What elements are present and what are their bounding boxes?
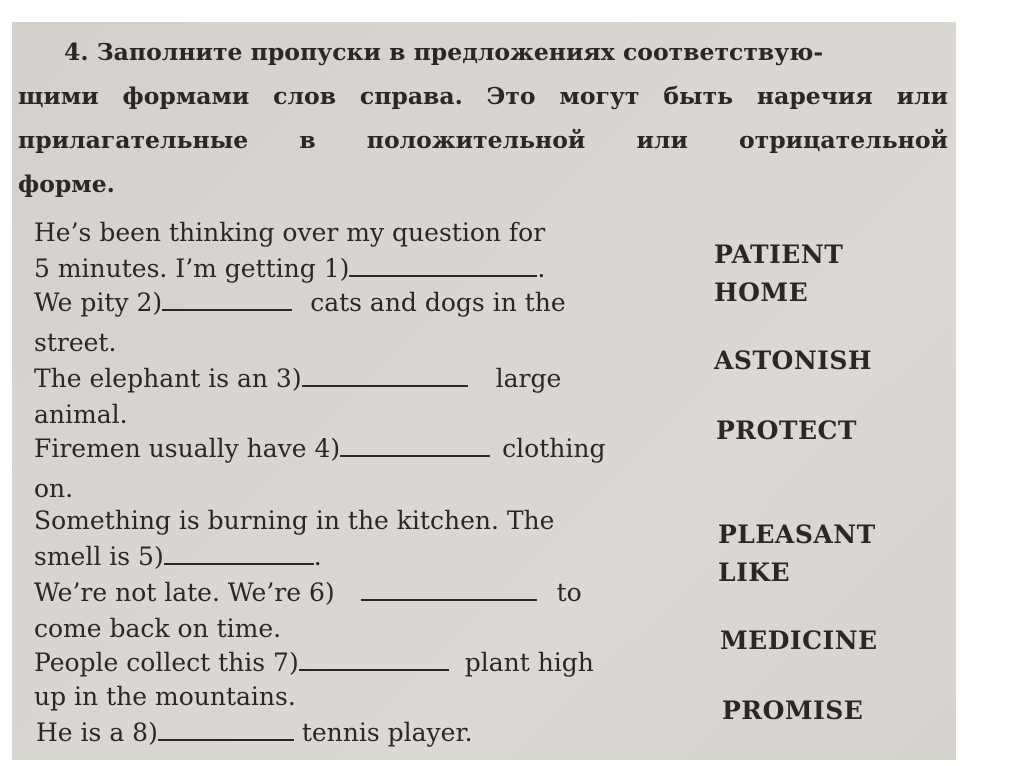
sentence-text: cats and dogs in the [310, 288, 566, 317]
sentence-text: animal. [34, 400, 128, 429]
sentence-text: We pity 2) [34, 288, 163, 317]
sentence-text: tennis player. [301, 718, 473, 747]
sentence-2-line-2 [34, 328, 116, 358]
answer-blank-7[interactable] [299, 649, 449, 671]
sentence-4-line-2 [34, 474, 73, 504]
sentence-text: 5 minutes. I’m getting 1) [34, 254, 350, 283]
sentence-3-line-2 [34, 400, 128, 430]
word-astonish: ASTONISH [714, 346, 873, 375]
sentence-4-line-1 [34, 434, 605, 464]
textbook-page [12, 22, 956, 760]
sentence-text: plant high [464, 648, 594, 677]
word-pleasant: PLEASANT [718, 520, 876, 549]
task-instructions [18, 30, 948, 206]
sentence-1-line-2 [34, 254, 545, 284]
sentence-text: on. [34, 474, 74, 503]
sentence-text: . [313, 542, 322, 571]
word-patient: PATIENT [714, 240, 844, 269]
sentence-text: He is a 8) [36, 718, 158, 747]
sentence-text: large [495, 364, 562, 393]
answer-blank-2[interactable] [162, 289, 292, 311]
sentence-text: Firemen usually have 4) [34, 434, 341, 463]
task-line-1: 4. Заполните пропуски в предложениях соответствую- [64, 38, 824, 66]
sentence-text: smell is 5) [34, 542, 164, 571]
sentence-text: up in the mountains. [34, 682, 296, 711]
word-protect: PROTECT [716, 416, 858, 445]
task-line-2: щими формами слов справа. Это могут быть наречия или [18, 82, 948, 110]
sentence-5-line-1 [34, 506, 554, 536]
sentence-text: to [556, 578, 582, 607]
sentence-1-line-1 [34, 218, 545, 248]
sentence-text: People collect this 7) [34, 648, 299, 677]
task-line-3: прилагательные в положительной или отрицательной [18, 126, 948, 154]
answer-blank-1[interactable] [349, 255, 537, 277]
sentence-6-line-1 [34, 578, 582, 608]
sentence-6-line-2 [34, 614, 281, 644]
word-like: LIKE [718, 558, 791, 587]
sentence-text: Something is burning in the kitchen. The [34, 506, 555, 535]
answer-blank-3[interactable] [302, 365, 468, 387]
answer-blank-5[interactable] [164, 543, 314, 565]
sentence-text: We’re not late. We’re 6) [34, 578, 335, 607]
sentence-text: He’s been thinking over my question for [34, 218, 546, 247]
sentence-8-line-1 [36, 718, 473, 748]
sentence-2-line-1 [34, 288, 566, 318]
answer-blank-4[interactable] [340, 435, 490, 457]
word-medicine: MEDICINE [720, 626, 878, 655]
word-promise: PROMISE [722, 696, 864, 725]
sentence-text: clothing [502, 434, 606, 463]
sentence-text: street. [34, 328, 117, 357]
sentence-5-line-2 [34, 542, 322, 572]
sentence-7-line-2 [34, 682, 296, 712]
sentence-text: The elephant is an 3) [34, 364, 302, 393]
sentence-text: . [537, 254, 546, 283]
answer-blank-8[interactable] [158, 719, 294, 741]
task-line-4: форме. [18, 170, 115, 198]
sentence-7-line-1 [34, 648, 594, 678]
sentence-3-line-1 [34, 364, 561, 394]
word-home: HOME [714, 278, 809, 307]
answer-blank-6[interactable] [361, 579, 537, 601]
sentence-text: come back on time. [34, 614, 282, 643]
